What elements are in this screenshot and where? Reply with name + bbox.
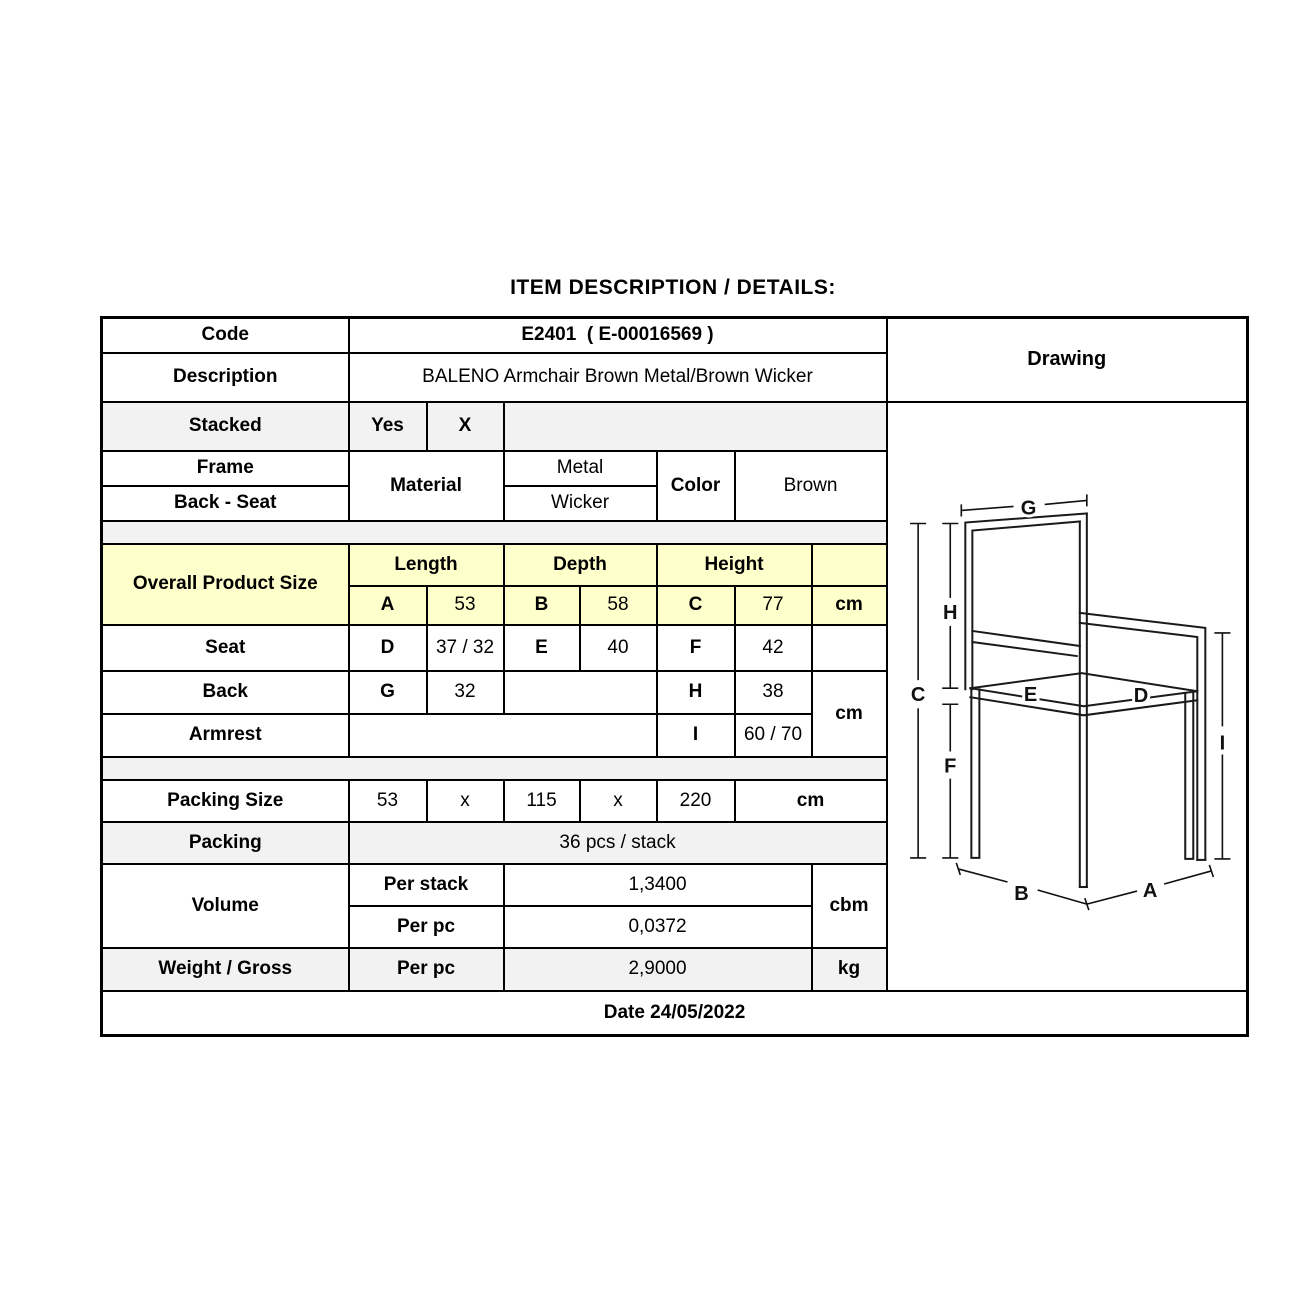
dim-label-h: H — [942, 601, 958, 624]
weight-value: 2,9000 — [504, 948, 812, 991]
dim-b: B — [504, 586, 580, 625]
stacked-label: Stacked — [102, 402, 349, 451]
armrest-empty — [349, 714, 657, 757]
description-label: Description — [102, 353, 349, 402]
dim-label-a: A — [1142, 879, 1157, 902]
dim-a: A — [349, 586, 427, 625]
table-row — [102, 402, 1248, 451]
stacked-empty — [504, 402, 887, 451]
color-label: Color — [657, 451, 735, 521]
dim-g-value: 32 — [427, 671, 504, 714]
height-header: Height — [657, 544, 812, 586]
unit-header-empty — [812, 544, 887, 586]
volume-per-stack-label: Per stack — [349, 864, 504, 906]
material-back-seat-value: Wicker — [504, 486, 657, 521]
dim-f-value: 42 — [735, 625, 812, 671]
volume-per-stack-value: 1,3400 — [504, 864, 812, 906]
chair-dimension-drawing — [888, 403, 1247, 990]
dim-label-e: E — [1023, 683, 1037, 706]
packing-size-x2: x — [580, 780, 657, 822]
dim-d: D — [349, 625, 427, 671]
volume-per-pc-value: 0,0372 — [504, 906, 812, 948]
dimension-labels — [910, 497, 1224, 905]
volume-unit: cbm — [812, 864, 887, 948]
packing-label: Packing — [102, 822, 349, 864]
packing-size-v1: 53 — [349, 780, 427, 822]
packing-value: 36 pcs / stack — [349, 822, 887, 864]
material-label: Material — [349, 451, 504, 521]
table-row — [102, 991, 1248, 1036]
page-title: ITEM DESCRIPTION / DETAILS: — [510, 276, 836, 299]
seat-label: Seat — [102, 625, 349, 671]
stacked-yes: Yes — [349, 402, 427, 451]
dim-label-f: F — [943, 755, 956, 778]
dim-label-d: D — [1133, 684, 1148, 707]
spec-table — [100, 316, 1249, 1037]
code-label: Code — [102, 318, 349, 353]
spacer-cell — [102, 521, 887, 544]
dim-a-value: 53 — [427, 586, 504, 625]
packing-size-unit: cm — [735, 780, 887, 822]
volume-label: Volume — [102, 864, 349, 948]
back-label: Back — [102, 671, 349, 714]
weight-unit: kg — [812, 948, 887, 991]
dim-label-g: G — [1020, 496, 1036, 519]
drawing-header: Drawing — [887, 318, 1248, 402]
dim-f: F — [657, 625, 735, 671]
dim-label-c: C — [910, 683, 925, 706]
armrest-label: Armrest — [102, 714, 349, 757]
color-value: Brown — [735, 451, 887, 521]
dim-c-value: 77 — [735, 586, 812, 625]
weight-label: Weight / Gross — [102, 948, 349, 991]
dim-d-value: 37 / 32 — [427, 625, 504, 671]
code-value: E2401 ( E-00016569 ) — [349, 318, 887, 353]
dim-b-value: 58 — [580, 586, 657, 625]
packing-size-v3: 220 — [657, 780, 735, 822]
overall-unit: cm — [812, 586, 887, 625]
dim-e: E — [504, 625, 580, 671]
depth-header: Depth — [504, 544, 657, 586]
date-cell: Date 24/05/2022 — [102, 991, 1248, 1036]
stacked-mark: X — [427, 402, 504, 451]
dim-label-i: I — [1219, 731, 1225, 754]
dim-i: I — [657, 714, 735, 757]
volume-per-pc-label: Per pc — [349, 906, 504, 948]
drawing-cell — [887, 402, 1248, 991]
dim-h-value: 38 — [735, 671, 812, 714]
packing-size-x1: x — [427, 780, 504, 822]
back-empty — [504, 671, 657, 714]
dim-e-value: 40 — [580, 625, 657, 671]
packing-size-label: Packing Size — [102, 780, 349, 822]
chair-outline — [965, 513, 1205, 887]
spacer-cell — [102, 757, 887, 780]
frame-label: Frame — [102, 451, 349, 486]
description-value: BALENO Armchair Brown Metal/Brown Wicker — [349, 353, 887, 402]
dim-label-b: B — [1013, 882, 1029, 905]
overall-size-label: Overall Product Size — [102, 544, 349, 625]
seat-unit-empty — [812, 625, 887, 671]
dim-c: C — [657, 586, 735, 625]
length-header: Length — [349, 544, 504, 586]
packing-size-v2: 115 — [504, 780, 580, 822]
table-row — [102, 318, 1248, 353]
back-seat-label: Back - Seat — [102, 486, 349, 521]
back-unit: cm — [812, 671, 887, 757]
dim-i-value: 60 / 70 — [735, 714, 812, 757]
dim-g: G — [349, 671, 427, 714]
material-frame-value: Metal — [504, 451, 657, 486]
weight-per-pc-label: Per pc — [349, 948, 504, 991]
dim-h: H — [657, 671, 735, 714]
